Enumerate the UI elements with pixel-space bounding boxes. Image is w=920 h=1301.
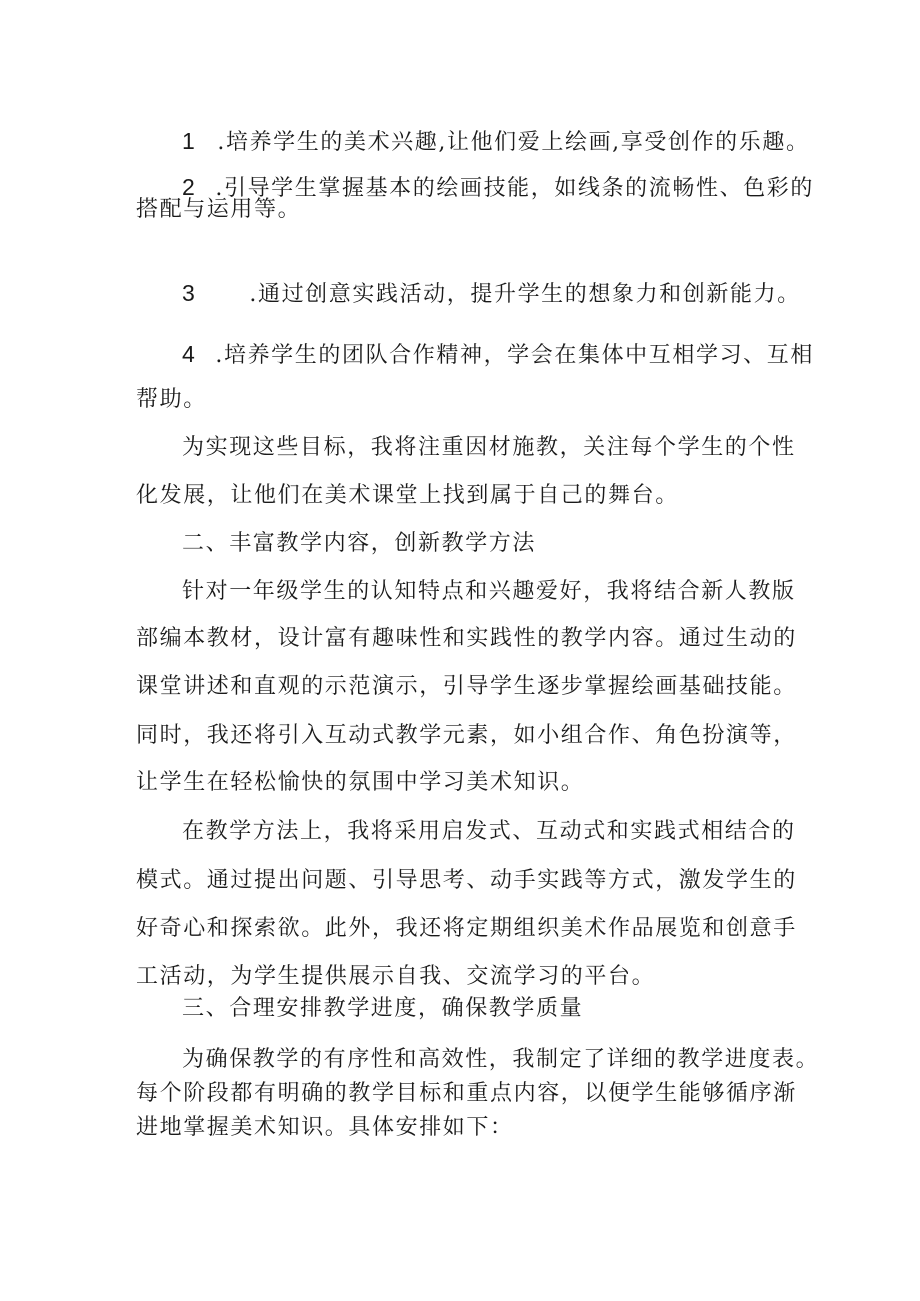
paragraph-2-line-4: 同时，我还将引入互动式教学元素，如小组合作、角色扮演等，	[136, 723, 797, 748]
paragraph-4-line-2: 每个阶段都有明确的教学目标和重点内容，以便学生能够循序渐	[136, 1081, 797, 1106]
paragraph-3-line-3: 好奇心和探索欲。此外，我还将定期组织美术作品展览和创意手	[136, 916, 797, 941]
list-number-4: 4	[182, 341, 195, 367]
list-text-2-line-2: 搭配与运用等。	[136, 197, 302, 222]
list-text-1: .培养学生的美术兴趣,让他们爱上绘画,享受创作的乐趣。	[217, 130, 810, 155]
list-text-4-line-1: .培养学生的团队合作精神，学会在集体中互相学习、互相	[215, 343, 814, 368]
list-number-3: 3	[182, 280, 195, 306]
paragraph-4-line-1: 为确保教学的有序性和高效性，我制定了详细的教学进度表。	[182, 1047, 820, 1072]
paragraph-4-line-3: 进地掌握美术知识。具体安排如下：	[136, 1115, 514, 1140]
list-item-4	[182, 339, 814, 371]
paragraph-2-line-3: 课堂讲述和直观的示范演示，引导学生逐步掌握绘画基础技能。	[136, 674, 797, 699]
list-item-1	[182, 126, 810, 158]
section-heading-3: 三、合理安排教学进度，确保教学质量	[182, 996, 584, 1021]
paragraph-3-line-4: 工活动，为学生提供展示自我、交流学习的平台。	[136, 964, 656, 989]
list-item-3	[182, 278, 801, 310]
paragraph-3-line-2: 模式。通过提出问题、引导思考、动手实践等方式，激发学生的	[136, 868, 797, 893]
list-number-2: 2	[182, 174, 195, 200]
paragraph-2-line-1: 针对一年级学生的认知特点和兴趣爱好，我将结合新人教版	[182, 579, 796, 604]
paragraph-1-line-2: 化发展，让他们在美术课堂上找到属于自己的舞台。	[136, 483, 679, 508]
paragraph-3-line-1: 在教学方法上，我将采用启发式、互动式和实践式相结合的	[182, 819, 796, 844]
paragraph-2-line-2: 部编本教材，设计富有趣味性和实践性的教学内容。通过生动的	[136, 626, 797, 651]
list-text-4-line-2: 帮助。	[136, 387, 207, 412]
list-number-1: 1	[182, 128, 195, 154]
paragraph-2-line-5: 让学生在轻松愉快的氛围中学习美术知识。	[136, 770, 585, 795]
paragraph-1-line-1: 为实现这些目标，我将注重因材施教，关注每个学生的个性	[182, 435, 796, 460]
list-text-3: .通过创意实践活动，提升学生的想象力和创新能力。	[249, 282, 801, 307]
list-text-2-line-1: .引导学生掌握基本的绘画技能，如线条的流畅性、色彩的	[215, 176, 814, 201]
section-heading-2: 二、丰富教学内容，创新教学方法	[182, 531, 537, 556]
